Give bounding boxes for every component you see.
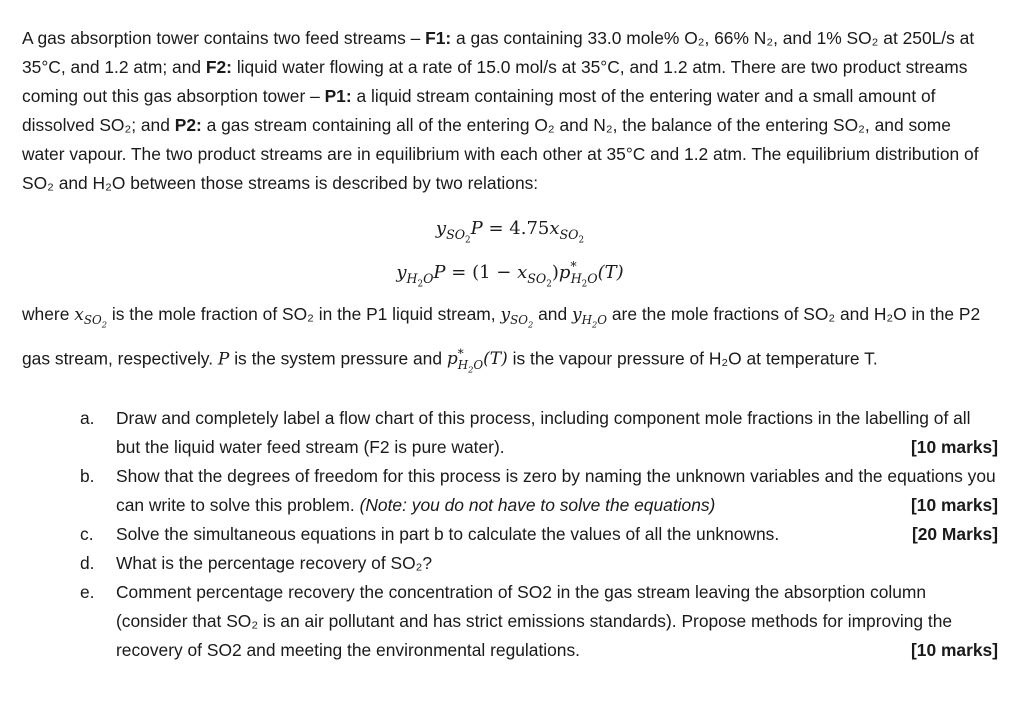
marks-badge: [10 marks] <box>910 495 998 516</box>
marks-badge: [20 Marks] <box>911 524 998 545</box>
equation-h2o: $y_{H_2O}P = (1 - x_{SO_2})p^*_{H_2O}(T)$ <box>396 259 624 290</box>
intro-paragraph: A gas absorption tower contains two feed streams – F1: a gas containing 33.0 mole% O₂, 66% N₂, and 1% SO₂ at 250L/s at 35°C, and 1.2 atm; and F2: liquid water flowing at a rate of 15.0 mol/s at 35°C, and 1.2 atm. There are two product streams coming out this gas absorption tower – P1: a liquid stream containing most of the entering water and a small amount of dissolved SO₂; and P2: a gas stream containing all of the entering O₂ and N₂, the balance of the entering SO₂, and some water vapour. The two product streams are in equilibrium with each other at 35°C and 1.2 atm. The equilibrium distribution of SO₂ and H₂O between those streams is described by two relations: <box>22 28 979 193</box>
note-text: (Note: you do not have to solve the equations) <box>359 495 716 516</box>
document-page <box>22 24 998 665</box>
p2-label: P2: <box>174 115 202 135</box>
equation-so2: $y_{SO_2}P = 4.75x_{SO_2}$ <box>435 218 585 246</box>
marks-badge: [10 marks] <box>910 437 998 458</box>
f1-label: F1: <box>425 28 452 48</box>
p1-label: P1: <box>324 86 352 106</box>
equations-block <box>22 210 998 290</box>
f2-label: F2: <box>205 57 232 77</box>
question-b: b. Show that the degrees of freedom for this process is zero by naming the unknown variables and the equations you can write to solve this problem. (Note: you do not have to solve the equations) [10 marks] <box>80 462 998 520</box>
where-paragraph: where $x_{SO_2}$ is the mole fraction of SO₂ in the P1 liquid stream, $y_{SO_2}$ and $y_{H_2O}$ are the mole fractions of SO₂ and H₂O in the P2 gas stream, respectively. P is the system pressure and $p^*_{H_2O}(T)$ is the vapour pressure of H₂O at temperature T. <box>22 304 981 375</box>
question-d: d. What is the percentage recovery of SO₂? <box>80 553 433 574</box>
question-c: c. Solve the simultaneous equations in part b to calculate the values of all the unknowns. [20 Marks] <box>80 520 998 549</box>
question-e: e. Comment percentage recovery the concentration of SO2 in the gas stream leaving the absorption column (consider that SO₂ is an air pollutant and has strict emissions standards). Propose methods for improving the recovery of SO2 and meeting the environmental regulations. [10 marks] <box>80 578 998 665</box>
marks-badge: [10 marks] <box>910 640 998 661</box>
question-list <box>80 404 998 665</box>
question-a: a. Draw and completely label a flow chart of this process, including component mole fractions in the labelling of all but the liquid water feed stream (F2 is pure water). [10 marks] <box>80 404 998 462</box>
